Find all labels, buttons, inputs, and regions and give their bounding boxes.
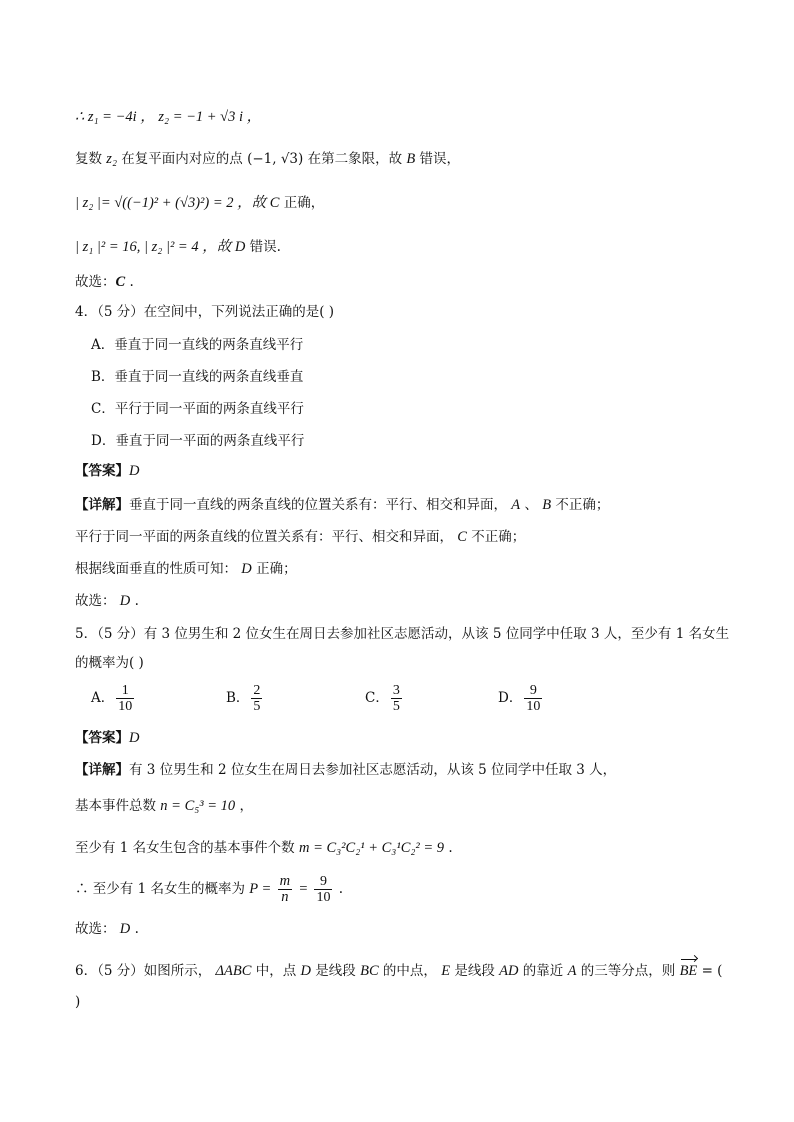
q3-solution-line-1: ∴ z₁ = −4i ， z₂ = −1 + √3 i ， (75, 109, 262, 125)
q5-answer: 【答案】D (75, 730, 140, 746)
q3-solution-line-4: | z₁ |² = 16, | z₂ |² = 4 ，故 D 错误. (75, 239, 281, 255)
vector-be: BE (679, 963, 698, 979)
q5-detail-line-4: ∴ 至少有 1 名女生的概率为 P = $\frac{m}{n}$ = $\frac{9}{10}$ . (75, 873, 344, 905)
q5-detail-line-1: 【详解】有 3 位男生和 2 位女生在周日去参加社区志愿活动，从该 5 位同学中任取 3 人， (75, 762, 617, 778)
q4-final-choice: 故选： D . (75, 593, 139, 609)
q3-solution-line-2: 复数 z₂ 在复平面内对应的点 (−1, √3) 在第二象限，故 B 错误， (75, 151, 461, 167)
q4-detail-line-2: 平行于同一平面的两条直线的位置关系有：平行、相交和异面， C 不正确； (75, 529, 526, 545)
q3-final-choice: 故选：C . (75, 274, 134, 290)
q4-option-b: B．垂直于同一直线的两条直线垂直 (91, 369, 304, 385)
q4-stem: 4．（5 分）在空间中，下列说法正确的是( ) (75, 304, 335, 320)
q5-choice-a: A． $\frac{1}{10}$ (91, 683, 133, 714)
q4-detail-line-1: 【详解】垂直于同一直线的两条直线的位置关系有：平行、相交和异面， A 、 B 不正确； (75, 497, 610, 513)
q5-detail-line-2: 基本事件总数 n = C₅³ = 10 ， (75, 798, 253, 814)
q5-stem-line-2: 的概率为( ) (75, 655, 144, 671)
q4-detail-line-3: 根据线面垂直的性质可知： D 正确； (75, 561, 297, 577)
q6-stem-line-1: 6．（5 分）如图所示， ΔABC 中，点 D 是线段 BC 的中点， E 是线段 AD 的靠近 A 的三等分点，则 BE = ( (75, 963, 723, 979)
q5-choice-c: C． $\frac{3}{5}$ (365, 683, 400, 714)
q5-choice-b: B． $\frac{2}{5}$ (226, 683, 261, 714)
q4-answer: 【答案】D (75, 463, 140, 479)
q5-final-choice: 故选： D . (75, 921, 139, 937)
q6-stem-line-2: ) (75, 994, 81, 1010)
q4-option-d: D．垂直于同一平面的两条直线平行 (91, 433, 305, 449)
q4-option-a: A．垂直于同一直线的两条直线平行 (91, 337, 304, 353)
q3-solution-line-3: | z₂ |= √((−1)² + (√3)²) = 2 ，故 C 正确， (75, 195, 325, 211)
q4-option-c: C．平行于同一平面的两条直线平行 (91, 401, 304, 417)
q5-detail-line-3: 至少有 1 名女生包含的基本事件个数 m = C₃²C₂¹ + C₃¹C₂² = 9 . (75, 840, 453, 856)
q5-stem-line-1: 5．（5 分）有 3 位男生和 2 位女生在周日去参加社区志愿活动，从该 5 位同学中任取 3 人，至少有 1 名女生 (75, 626, 730, 642)
q5-choice-d: D． $\frac{9}{10}$ (498, 683, 541, 714)
